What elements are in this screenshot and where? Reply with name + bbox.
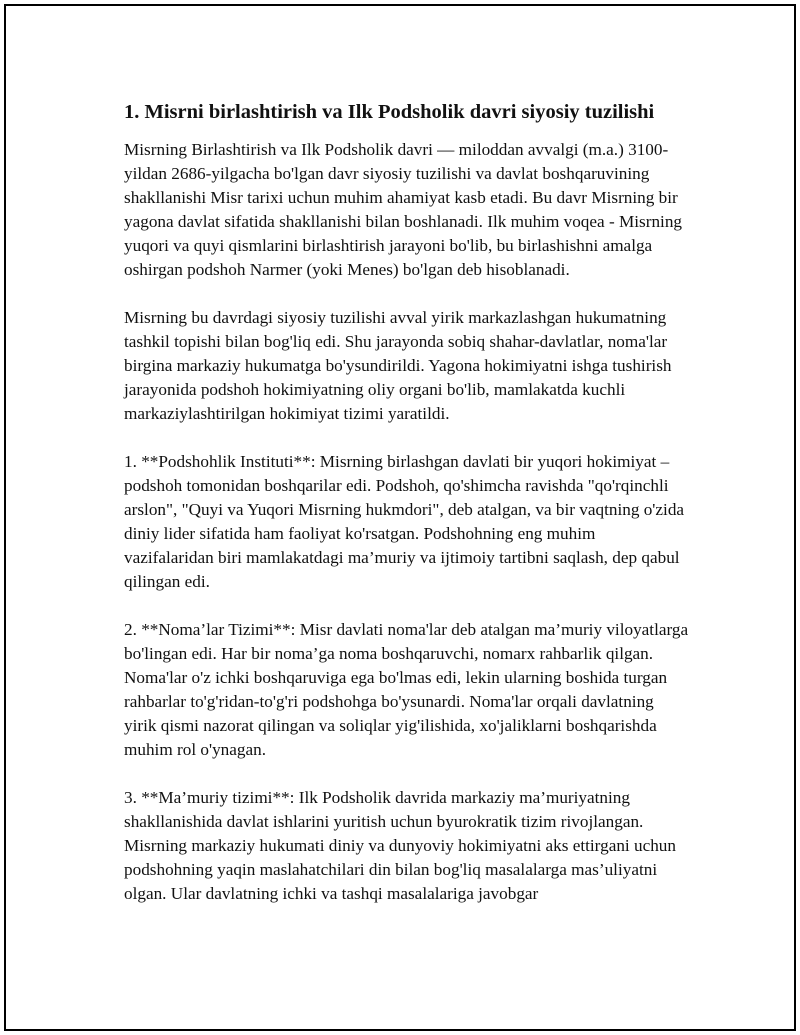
page-frame [4, 4, 796, 1031]
paragraph-intro: Misrning Birlashtirish va Ilk Podsholik davri — miloddan avvalgi (m.a.) 3100-yildan 2686-yilgacha bo'lgan davr siyosiy tuzilishi va davlat boshqaruvining shakllanishi Misr tarixi uchun muhim ahamiyat kasb etadi. Bu davr Misrning bir yagona davlat sifatida shakllanishi bilan boshlanadi. Ilk muhim voqea - Misrning yuqori va quyi qismlarini birlashtirish jarayoni bo'lib, bu birlashishni amalga oshirgan podshoh Narmer (yoki Menes) bo'lgan deb hisoblanadi. [124, 140, 683, 279]
document-body [124, 98, 689, 930]
paragraph-administrative-system: 3. **Ma’muriy tizimi**: Ilk Podsholik davrida markaziy ma’muriyatning shakllanishida davlat ishlarini yuritish uchun byurokratik tizim rivojlangan. Misrning markaziy hukumati diniy va dunyoviy hokimiyatni aks ettirgani uchun podshohning yaqin maslahatchilari din bilan bog'liq masalalarga mas’uliyatni olgan. Ular davlatning ichki va tashqi masalalariga javobgar [124, 788, 676, 903]
paragraph-political-structure: Misrning bu davrdagi siyosiy tuzilishi avval yirik markazlashgan hukumatning tashkil topishi bilan bog'liq edi. Shu jarayonda sobiq shahar-davlatlar, noma'lar birgina markaziy hukumatga bo'ysundirildi. Yagona hokimiyatni ishga tushirish jarayonida podshoh hokimiyatning oliy organi bo'lib, mamlakatda kuchli markaziylashtirilgan hokimiyat tizimi yaratildi. [124, 308, 672, 423]
paragraph-kingship-institution: 1. **Podshohlik Instituti**: Misrning birlashgan davlati bir yuqori hokimiyat – podshoh tomonidan boshqarilar edi. Podshoh, qo'shimcha ravishda "qo'rqinchli arslon", "Quyi va Yuqori Misrning hukmdori", deb atalgan, va bir vaqtning o'zida diniy lider sifatida ham faoliyat ko'rsatgan. Podshohning eng muhim vazifalaridan biri mamlakatdagi ma’muriy va ijtimoiy tartibni saqlash, dep qabul qilingan edi. [124, 452, 685, 591]
section-heading: 1. Misrni birlashtirish va Ilk Podsholik davri siyosiy tuzilishi [124, 101, 655, 123]
paragraph-nome-system: 2. **Noma’lar Tizimi**: Misr davlati noma'lar deb atalgan ma’muriy viloyatlarga bo'lingan edi. Har bir noma’ga noma boshqaruvchi, nomarx rahbarlik qilgan. Noma'lar o'z ichki boshqaruviga ega bo'lmas edi, lekin ularning boshida turgan rahbarlar to'g'ridan-to'g'ri podshohga bo'ysunardi. Noma'lar orqali davlatning yirik qismi nazorat qilingan va soliqlar yig'ilishida, xo'jaliklarni boshqarishda muhim rol o'ynagan. [124, 620, 689, 759]
